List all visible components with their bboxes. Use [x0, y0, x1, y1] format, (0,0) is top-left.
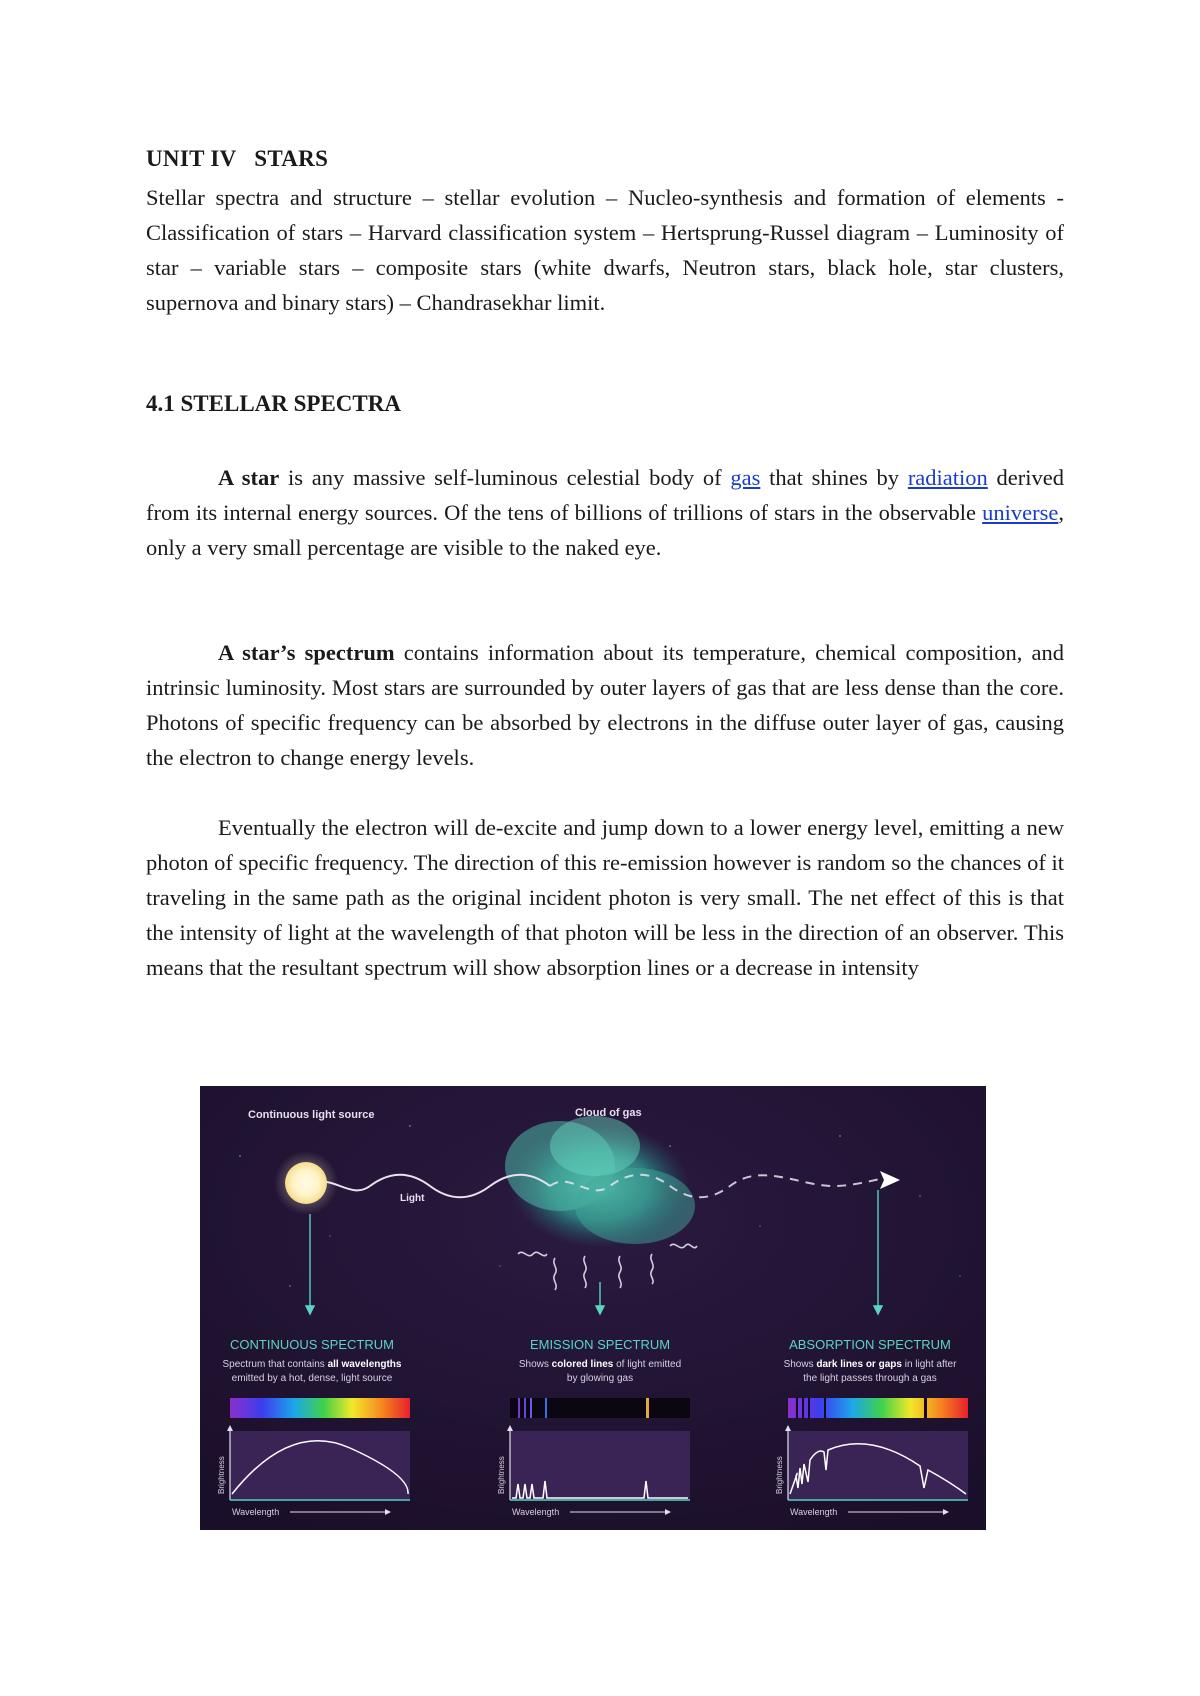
graph-area	[510, 1431, 690, 1499]
panel-desc-line2: emitted by a hot, dense, light source	[231, 1373, 393, 1384]
panel-desc-line2: by glowing gas	[566, 1373, 634, 1384]
paragraph-de-excitation: Eventually the electron will de-excite and jump down to a lower energy level, emitting a new photon of specific frequency. The direction of this re-emission however is random so the chances of it traveling in the same path as the original incident photon is very small. The net effect of this is that the intensity of light at the wavelength of that photon will be less in the direction of an observer. This means that the resultant spectrum will show absorption lines or a decrease in intensity	[146, 815, 1064, 980]
link-radiation[interactable]: radiation	[907, 465, 988, 490]
spectra-diagram	[200, 1086, 986, 1530]
panel-title: ABSORPTION SPECTRUM	[789, 1337, 951, 1352]
absorption-spectrum-bar	[788, 1398, 968, 1418]
text-run: , only a very small percentage are visible to the naked eye.	[146, 500, 1064, 560]
graph-area	[788, 1431, 968, 1499]
cloud-label: Cloud of gas	[575, 1107, 642, 1119]
x-axis-label: Wavelength	[512, 1507, 560, 1517]
text-run: derived from its internal energy sources. Of the tens of billions of trillions of stars in the observable	[146, 465, 1065, 525]
emission-spectrum-bar	[510, 1398, 690, 1418]
bold-term: A star	[218, 465, 280, 490]
y-axis-label: Brightness	[775, 1456, 784, 1494]
syllabus-text: Stellar spectra and structure – stellar evolution – Nucleo-synthesis and formation of elements -Classification of stars – Harvard classification system – Hertsprung-Russel diagram – Luminosity of star – variable stars – composite stars (white dwarfs, Neutron stars, black hole, star clusters, supernova and binary stars) – Chandrasekhar limit.	[146, 185, 1064, 315]
panel-desc-line1: Shows colored lines of light emitted	[518, 1359, 682, 1370]
paragraph-star-definition	[146, 460, 1064, 565]
bold-term: A star’s spectrum	[218, 640, 395, 665]
x-axis-label: Wavelength	[790, 1507, 838, 1517]
link-universe[interactable]: universe	[982, 500, 1059, 525]
y-axis-label: Brightness	[217, 1456, 226, 1494]
sun-icon	[285, 1162, 327, 1204]
spectra-diagram-svg	[200, 1086, 986, 1530]
panel-title: EMISSION SPECTRUM	[529, 1337, 671, 1352]
paragraph-star-spectrum	[146, 635, 1064, 775]
text-run: contains information about its temperature, chemical composition, and intrinsic luminosity. Most stars are surrounded by outer layers of gas that are less dense than the core. Photons of specific frequency can be absorbed by electrons in the diffuse outer layer of gas, causing the electron to change energy levels.	[146, 640, 1064, 770]
panel-title: CONTINUOUS SPECTRUM	[230, 1337, 394, 1352]
panel-desc-line2: the light passes through a gas	[803, 1373, 937, 1384]
unit-title: UNIT IV STARS	[146, 146, 329, 171]
section-title: 4.1 STELLAR SPECTRA	[146, 391, 401, 416]
light-label: Light	[400, 1193, 425, 1204]
x-axis-label: Wavelength	[232, 1507, 280, 1517]
y-axis-label: Brightness	[497, 1456, 506, 1494]
link-gas[interactable]: gas	[730, 465, 761, 490]
continuous-spectrum-bar	[230, 1398, 410, 1418]
text-run: that shines by	[760, 465, 908, 490]
panel-desc-line1: Spectrum that contains all wavelengths	[222, 1359, 402, 1370]
panel-desc-line1: Shows dark lines or gaps in light after	[783, 1359, 957, 1370]
text-run: is any massive self-luminous celestial body of	[279, 465, 731, 490]
light-source-label: Continuous light source	[248, 1109, 375, 1121]
